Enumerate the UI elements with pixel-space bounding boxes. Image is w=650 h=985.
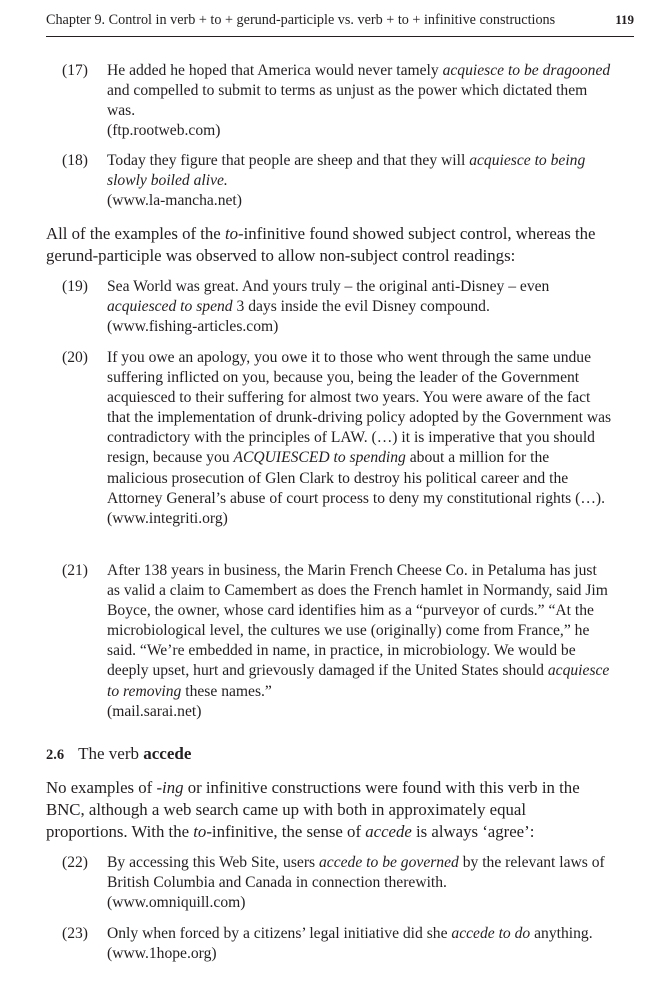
example-source: (www.1hope.org) bbox=[107, 945, 217, 963]
example-number: (17) bbox=[62, 62, 88, 79]
example-21 bbox=[62, 561, 612, 722]
example-23 bbox=[62, 924, 612, 964]
example-number: (23) bbox=[62, 925, 88, 942]
example-source: (www.omniquill.com) bbox=[107, 894, 246, 912]
page-number: 119 bbox=[615, 12, 634, 27]
header-rule bbox=[46, 36, 634, 37]
example-number: (22) bbox=[62, 854, 88, 871]
running-header bbox=[46, 9, 634, 31]
example-source: (www.fishing-articles.com) bbox=[107, 318, 279, 336]
example-number: (21) bbox=[62, 562, 88, 579]
example-17 bbox=[62, 61, 612, 141]
body-paragraph: No examples of -ing or infinitive constructions were found with this verb in the BNC, although a web search came up with both in approximately equal proportions. With the to-infinitive, the sense of accede is always ‘agree’: bbox=[46, 778, 580, 842]
section-title-keyword: accede bbox=[143, 744, 192, 763]
section-heading bbox=[46, 743, 191, 766]
body-paragraph: All of the examples of the to-infinitive found showed subject control, whereas the gerund-participle was observed to allow non-subject control readings: bbox=[46, 224, 596, 266]
example-number: (19) bbox=[62, 278, 88, 295]
example-number: (18) bbox=[62, 152, 88, 169]
example-19 bbox=[62, 277, 612, 337]
example-source: (www.la-mancha.net) bbox=[107, 192, 242, 210]
running-head-title: Chapter 9. Control in verb + to + gerund-participle vs. verb + to + infinitive constructions bbox=[46, 12, 556, 28]
example-20 bbox=[62, 348, 612, 529]
example-text: After 138 years in business, the Marin French Cheese Co. in Petaluma has just as valid a claim to Camembert as does the French hamlet in Normandy, said Jim Boyce, the owner, whose card identifies him as a “purveyor of curds.” “At the microbiological level, the cultures we use (originally) come from France,” he said. “We’re embedded in name, in practice, in microbiology. We would be deeply upset, hurt and grievously damaged if the United States should acquiesce to removing these names.” (mail.sarai.net) bbox=[107, 561, 612, 722]
example-text: If you owe an apology, you owe it to those who went through the same undue suffering inflicted on you, because you, being the leader of the Government acquiesced to their suffering for almost two years. You were aware of the fact that the implementation of drunk-driving policy adopted by the Government was contradictory with the principles of LAW. (…) it is imperative that you should resign, because you ACQUIESCED to spending about a million for the malicious prosecution of Glen Clark to destroy his political career and the Attorney General’s abuse of court process to deny my constitutional rights (…). (www.integriti.org) bbox=[107, 348, 612, 529]
section-number: 2.6 bbox=[46, 747, 65, 763]
example-text: Today they figure that people are sheep and that they will acquiesce to being slowly boiled alive. (www.la-mancha.net) bbox=[107, 151, 612, 211]
example-text: By accessing this Web Site, users accede to be governed by the relevant laws of British Columbia and Canada in connection therewith. (www.omniquill.com) bbox=[107, 853, 612, 913]
example-number: (20) bbox=[62, 349, 88, 366]
section-title: The verb bbox=[78, 744, 144, 763]
example-source: (mail.sarai.net) bbox=[107, 702, 202, 720]
example-text: Sea World was great. And yours truly – the original anti-Disney – even acquiesced to spend 3 days inside the evil Disney compound. (www.fishing-articles.com) bbox=[107, 277, 612, 337]
example-source: (www.integriti.org) bbox=[107, 509, 228, 527]
example-18 bbox=[62, 151, 612, 211]
example-22 bbox=[62, 853, 612, 913]
example-text: He added he hoped that America would never tamely acquiesce to be dragooned and compelled to submit to terms as unjust as the power which dictated them was. (ftp.rootweb.com) bbox=[107, 61, 612, 141]
example-text: Only when forced by a citizens’ legal initiative did she accede to do anything. (www.1hope.org) bbox=[107, 924, 612, 964]
example-source: (ftp.rootweb.com) bbox=[107, 122, 221, 140]
